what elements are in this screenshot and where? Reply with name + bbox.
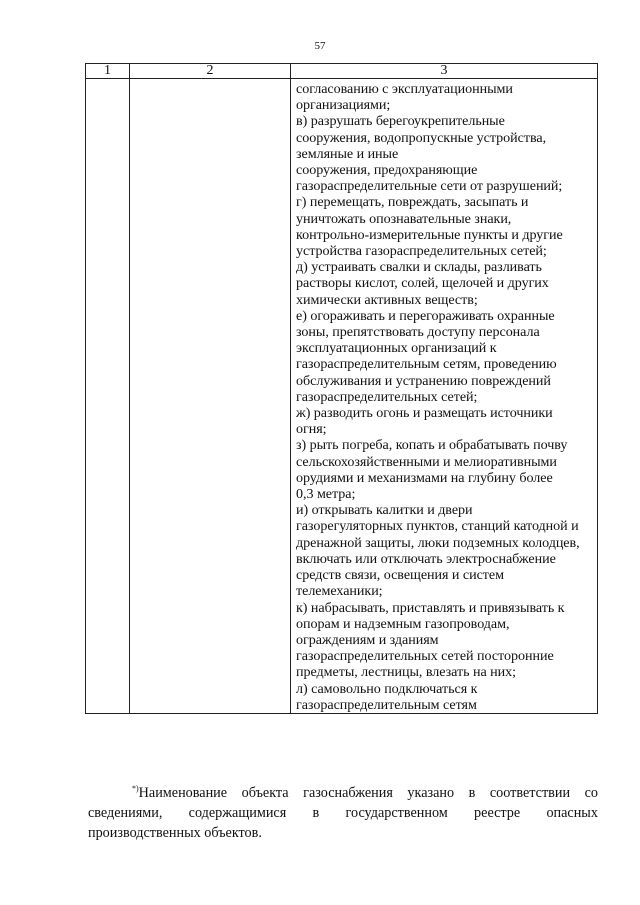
column-3-line: в) разрушать берегоукрепительные xyxy=(296,113,505,130)
column-3-line: к) набрасывать, приставлять и привязывать к xyxy=(296,599,565,616)
column-3-line: сооружения, водопропускные устройства, xyxy=(296,129,547,146)
footnote-marker: *) xyxy=(132,784,139,793)
column-3-text xyxy=(296,81,597,713)
column-3-line: з) рыть погреба, копать и обрабатывать почву xyxy=(296,437,568,454)
column-3-line: организациями; xyxy=(296,97,391,114)
column-3-line: обслуживания и устранению повреждений xyxy=(296,372,551,389)
column-3-cell xyxy=(291,79,598,714)
column-3-line: газораспределительных сетей посторонние xyxy=(296,648,554,665)
column-3-line: газораспределительным сетям xyxy=(296,696,477,713)
column-3-line: г) перемещать, повреждать, засыпать и xyxy=(296,194,529,211)
column-3-line: эксплуатационных организаций к xyxy=(296,340,497,357)
column-header-3: 3 xyxy=(291,64,598,79)
footnote-line-1 xyxy=(88,779,598,803)
column-2-cell xyxy=(130,79,291,714)
footnote xyxy=(88,779,598,843)
footnote-line-2 xyxy=(88,803,598,823)
table-body-row xyxy=(86,79,598,714)
column-3-line: 0,3 метра; xyxy=(296,486,356,503)
column-3-line: огня; xyxy=(296,421,327,438)
column-3-line: газораспределительным сетям, проведению xyxy=(296,356,557,373)
column-3-line: ограждениям и зданиям xyxy=(296,631,439,648)
column-header-1: 1 xyxy=(86,64,130,79)
table-header-row xyxy=(86,64,598,79)
column-3-line: включать или отключать электроснабжение xyxy=(296,550,556,567)
column-3-line: устройства газораспределительных сетей; xyxy=(296,243,547,260)
column-3-line: земляные и иные xyxy=(296,145,399,162)
column-3-line: л) самовольно подключаться к xyxy=(296,680,478,697)
column-3-line: е) огораживать и перегораживать охранные xyxy=(296,307,555,324)
column-3-line: предметы, лестницы, влезать на них; xyxy=(296,664,516,681)
column-3-line: уничтожать опознавательные знаки, xyxy=(296,210,512,227)
footnote-word: реестре xyxy=(474,805,521,821)
column-3-line: и) открывать калитки и двери xyxy=(296,502,473,519)
column-3-line: орудиями и механизмами на глубину более xyxy=(296,469,553,486)
column-1-cell xyxy=(86,79,130,714)
column-3-line: растворы кислот, солей, щелочей и других xyxy=(296,275,549,292)
footnote-word: содержащимися xyxy=(188,805,287,821)
column-header-2: 2 xyxy=(130,64,291,79)
page-number: 57 xyxy=(314,40,326,52)
column-3-line: телемеханики; xyxy=(296,583,383,600)
column-3-line: средств связи, освещения и систем xyxy=(296,567,504,584)
footnote-text-1: Наименование объекта газоснабжения указано в соответствии со xyxy=(138,785,598,801)
column-3-line: химически активных веществ; xyxy=(296,291,478,308)
column-3-line: зоны, препятствовать доступу персонала xyxy=(296,324,540,341)
column-3-line: газораспределительных сетей; xyxy=(296,388,478,405)
column-3-line: контрольно-измерительные пункты и другие xyxy=(296,226,563,243)
column-3-line: д) устраивать свалки и склады, разливать xyxy=(296,259,542,276)
column-3-line: сооружения, предохраняющие xyxy=(296,162,478,179)
footnote-word: государственном xyxy=(345,805,448,821)
footnote-line-3: производственных объектов. xyxy=(88,825,262,841)
footnote-word: сведениями, xyxy=(88,805,163,821)
column-3-line: газораспределительные сети от разрушений; xyxy=(296,178,563,195)
column-3-line: ж) разводить огонь и размещать источники xyxy=(296,405,553,422)
column-3-line: газорегуляторных пунктов, станций катодной и xyxy=(296,518,579,535)
column-3-line: согласованию с эксплуатационными xyxy=(296,81,513,97)
column-3-line: дренажной защиты, люки подземных колодцев, xyxy=(296,534,580,551)
column-3-line: опорам и надземным газопроводам, xyxy=(296,615,510,632)
footnote-word: опасных xyxy=(546,805,598,821)
footnote-word: в xyxy=(312,805,320,821)
column-3-line: сельскохозяйственными и мелиоративными xyxy=(296,453,557,470)
content-table xyxy=(85,63,598,714)
